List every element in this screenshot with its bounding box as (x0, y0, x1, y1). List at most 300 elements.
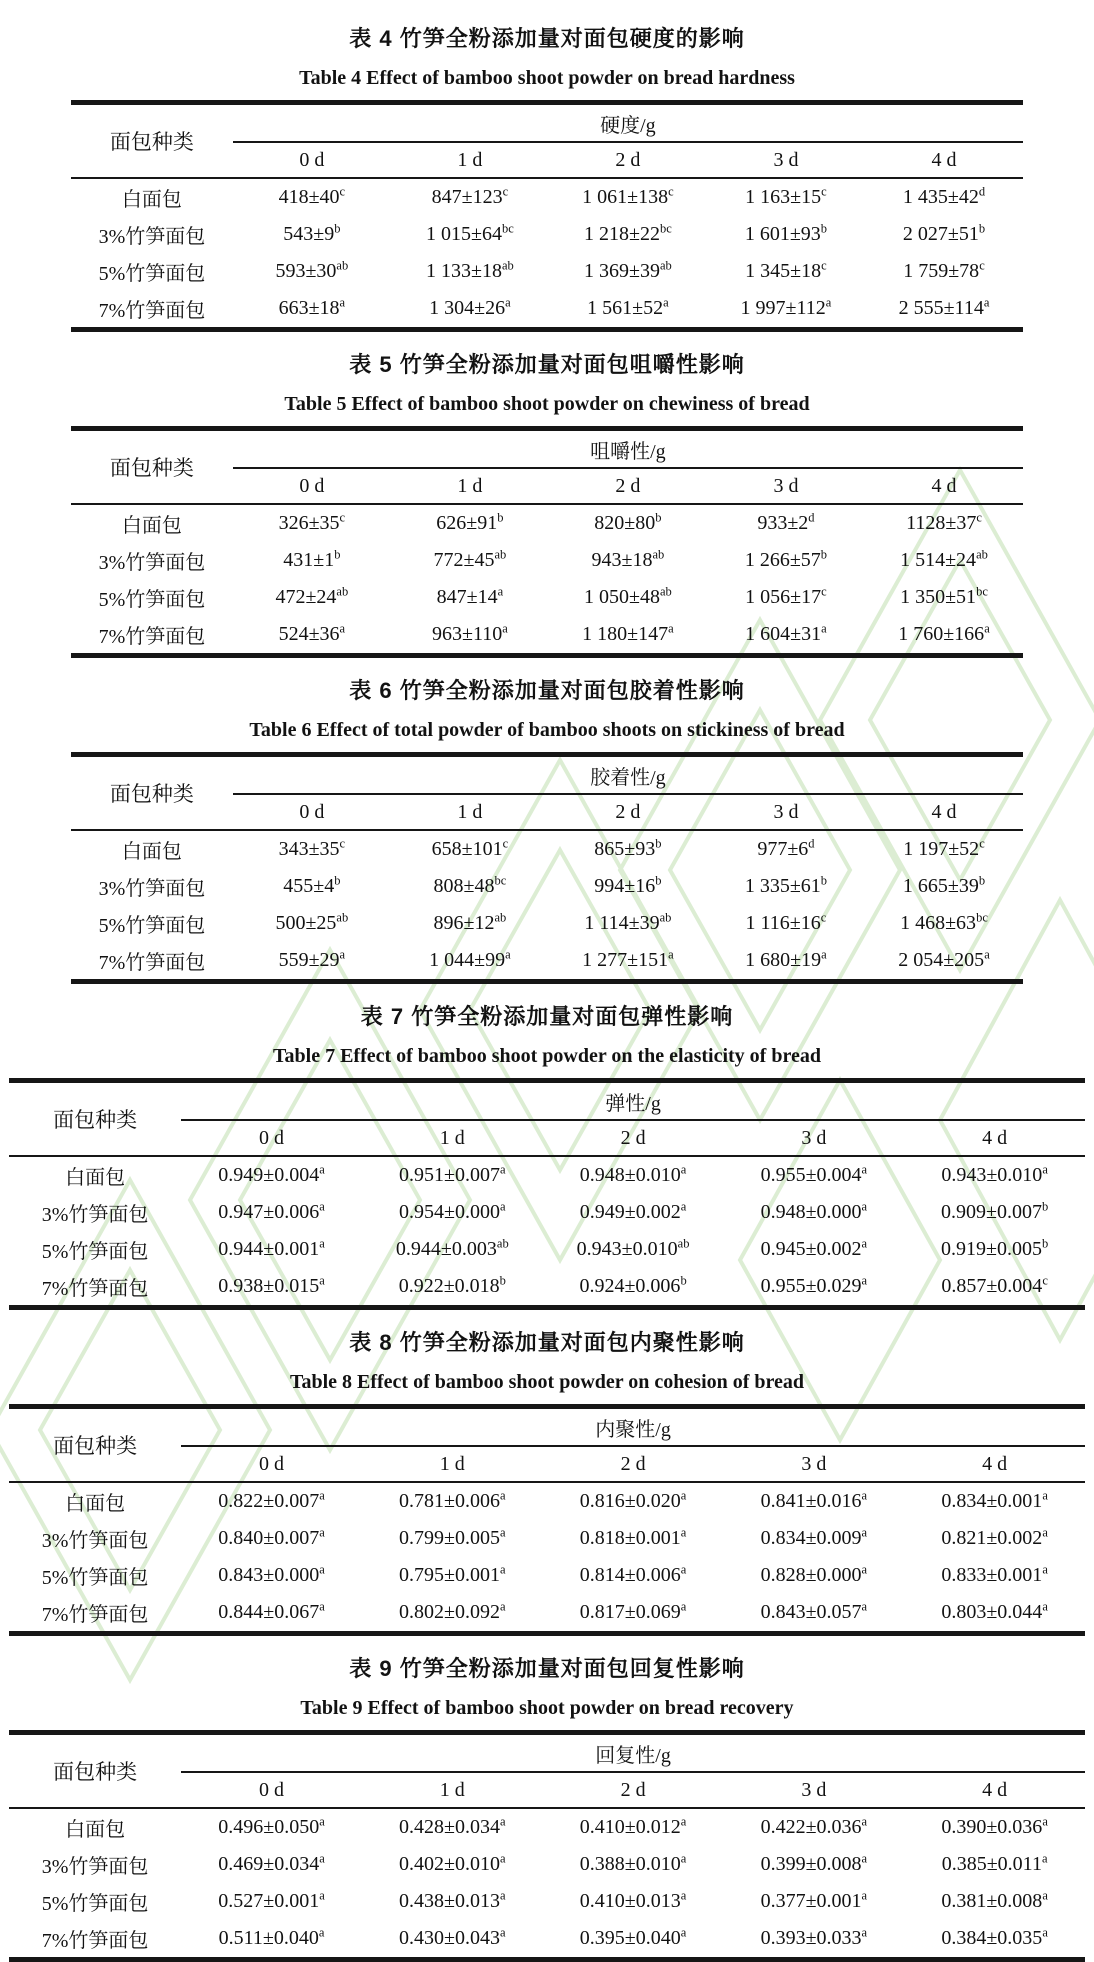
data-cell: 0.844±0.067$^a$ (218, 1599, 325, 1623)
row-label: 3%竹笋面包 (41, 1856, 149, 1878)
data-cell: 2 $555\pm 114^a$ (898, 295, 990, 319)
significance-superscript: a (500, 1814, 506, 1829)
significance-superscript: a (663, 295, 669, 310)
data-cell: 1 $604\pm 31^a$ (745, 621, 827, 645)
significance-superscript: a (680, 1599, 687, 1614)
significance-superscript: b (820, 547, 828, 562)
data-cell: 0.795±0.001$^a$ (399, 1562, 506, 1586)
data-cell: 0.949±0.004$^a$ (218, 1162, 325, 1186)
data-cell: $626\pm 91^b$ (436, 510, 504, 534)
table7-col-3d: 3 d (723, 1120, 904, 1156)
significance-superscript: a (319, 1273, 325, 1288)
table4-col-1d: 1 d (391, 142, 549, 178)
data-cell: 0.954±0.000$^a$ (399, 1199, 506, 1223)
significance-superscript: a (319, 1525, 325, 1540)
significance-superscript: a (680, 1888, 687, 1903)
significance-superscript: b (334, 221, 341, 236)
row-label: 白面包 (121, 189, 182, 211)
data-cell: 1 $561\pm 52^a$ (587, 295, 669, 319)
significance-superscript: d (808, 510, 815, 525)
data-cell: 0.834±0.009$^a$ (760, 1525, 868, 1549)
row-label: 5%竹笋面包 (98, 915, 206, 937)
significance-superscript: a (1042, 1814, 1048, 1829)
data-cell: 0.438±0.013$^a$ (399, 1888, 506, 1912)
significance-superscript: b (680, 1273, 687, 1288)
significance-superscript: bc (976, 584, 988, 599)
table6-row-header: 面包种类 (71, 755, 233, 831)
data-cell: 0.377±0.001$^a$ (760, 1888, 868, 1912)
significance-superscript: a (680, 1488, 687, 1503)
data-cell: $455\pm 4^b$ (283, 873, 341, 897)
row-label: 7%竹笋面包 (98, 952, 206, 974)
data-cell: 2 $054\pm 205^a$ (898, 947, 990, 971)
table6 (71, 752, 1023, 984)
data-cell: 1 $061\pm 138^c$ (582, 184, 674, 208)
significance-superscript: ab (336, 584, 349, 599)
significance-superscript: ab (659, 910, 672, 925)
significance-superscript: a (1042, 1599, 1048, 1614)
table-row (71, 905, 1023, 942)
significance-superscript: b (978, 873, 986, 888)
significance-superscript: ab (336, 258, 349, 273)
table4-title-cn: 表 4 竹笋全粉添加量对面包硬度的影响 (349, 26, 745, 51)
data-cell: 0.949±0.002$^a$ (579, 1199, 687, 1223)
significance-superscript: bc (976, 910, 988, 925)
significance-superscript: a (861, 1562, 868, 1577)
significance-superscript: ab (501, 258, 514, 273)
table8 (9, 1404, 1085, 1636)
significance-superscript: c (979, 836, 985, 851)
row-label: 7%竹笋面包 (41, 1278, 149, 1300)
significance-superscript: a (319, 1162, 325, 1177)
data-cell: 1 $277\pm 151^a$ (582, 947, 674, 971)
table6-col-0d: 0 d (233, 794, 391, 830)
data-cell: 0.833±0.001$^a$ (941, 1562, 1048, 1586)
data-cell: 0.909±0.007$^b$ (940, 1199, 1049, 1223)
table7-title-en: Table 7 Effect of bamboo shoot powder on the elasticity of bread (273, 1045, 821, 1067)
significance-superscript: a (505, 295, 511, 310)
data-cell: 0.843±0.057$^a$ (760, 1599, 868, 1623)
data-cell: $1128\pm 37^c$ (906, 510, 982, 534)
table9-col-1d: 1 d (362, 1772, 543, 1808)
table-row (9, 1482, 1085, 1520)
significance-superscript: a (500, 1162, 506, 1177)
data-cell: 0.840±0.007$^a$ (218, 1525, 325, 1549)
data-cell: 0.945±0.002$^a$ (760, 1236, 868, 1260)
table7-measure-header: 弹性/g (181, 1081, 1085, 1121)
significance-superscript: a (983, 295, 990, 310)
table-row (9, 1156, 1085, 1194)
row-label: 7%竹笋面包 (41, 1604, 149, 1626)
table-row (71, 253, 1023, 290)
significance-superscript: a (680, 1925, 687, 1940)
significance-superscript: a (318, 1925, 325, 1940)
table7-col-0d: 0 d (181, 1120, 362, 1156)
significance-superscript: a (319, 1599, 325, 1614)
row-label: 7%竹笋面包 (98, 300, 206, 322)
significance-superscript: a (680, 1162, 687, 1177)
data-cell: 0.821±0.002$^a$ (941, 1525, 1048, 1549)
row-label: 3%竹笋面包 (98, 552, 206, 574)
significance-superscript: b (820, 873, 828, 888)
significance-superscript: a (319, 1236, 325, 1251)
data-cell: 0.430±0.043$^a$ (399, 1925, 506, 1949)
data-cell: 1 $665\pm 39^b$ (902, 873, 986, 897)
significance-superscript: bc (494, 873, 507, 888)
table-row (71, 830, 1023, 868)
data-cell: 0.496±0.050$^a$ (218, 1814, 325, 1838)
significance-superscript: a (1042, 1525, 1048, 1540)
table7-section (0, 1000, 1094, 1310)
data-cell: 1 $345\pm 18^c$ (745, 258, 827, 282)
table-row (71, 616, 1023, 656)
table9 (9, 1730, 1085, 1962)
significance-superscript: c (821, 184, 827, 199)
significance-superscript: b (499, 1273, 506, 1288)
table4-col-2d: 2 d (549, 142, 707, 178)
data-cell: 1 $180\pm 147^a$ (582, 621, 674, 645)
significance-superscript: a (861, 1599, 868, 1614)
row-label: 5%竹笋面包 (41, 1567, 149, 1589)
data-cell: 1 $760\pm 166^a$ (898, 621, 990, 645)
table7-col-1d: 1 d (362, 1120, 543, 1156)
data-cell: 0.857±0.004$^c$ (941, 1273, 1048, 1297)
data-cell: $658\pm 101^c$ (431, 836, 509, 860)
data-cell: 0.841±0.016$^a$ (760, 1488, 868, 1512)
table-row (9, 1194, 1085, 1231)
row-label: 3%竹笋面包 (98, 226, 206, 248)
table7-col-2d: 2 d (543, 1120, 724, 1156)
data-cell: 0.385±0.011$^a$ (941, 1851, 1048, 1875)
significance-superscript: ab (494, 547, 507, 562)
data-cell: $865\pm 93^b$ (594, 836, 662, 860)
data-cell: 1 $133\pm 18^{ab}$ (425, 258, 514, 282)
significance-superscript: b (334, 547, 341, 562)
significance-superscript: a (668, 947, 674, 962)
table-row (71, 504, 1023, 542)
significance-superscript: a (984, 621, 990, 636)
data-cell: 0.938±0.015$^a$ (218, 1273, 325, 1297)
significance-superscript: a (319, 1851, 325, 1866)
data-cell: 0.410±0.012$^a$ (579, 1814, 687, 1838)
table5-col-1d: 1 d (391, 468, 549, 504)
significance-superscript: b (1041, 1199, 1049, 1214)
data-cell: 1 $350\pm 51^{bc}$ (900, 584, 988, 608)
significance-superscript: a (861, 1888, 868, 1903)
table-row (9, 1231, 1085, 1268)
data-cell: 1 $044\pm 99^a$ (429, 947, 511, 971)
data-cell: 0.955±0.004$^a$ (760, 1162, 868, 1186)
table8-col-1d: 1 d (362, 1446, 543, 1482)
table8-row-header: 面包种类 (9, 1407, 181, 1483)
data-cell: 0.919±0.005$^b$ (940, 1236, 1049, 1260)
significance-superscript: a (319, 1888, 325, 1903)
significance-superscript: a (1042, 1562, 1048, 1577)
data-cell: 1 $304\pm 26^a$ (429, 295, 511, 319)
significance-superscript: c (339, 184, 346, 199)
table6-title-en: Table 6 Effect of total powder of bamboo shoots on stickiness of bread (249, 719, 845, 741)
data-cell: $326\pm 35^c$ (278, 510, 346, 534)
significance-superscript: a (1042, 1488, 1048, 1503)
significance-superscript: a (500, 1925, 506, 1940)
table6-title-cn: 表 6 竹笋全粉添加量对面包胶着性影响 (349, 678, 745, 703)
significance-superscript: b (655, 873, 662, 888)
significance-superscript: a (861, 1525, 868, 1540)
significance-superscript: a (680, 1814, 687, 1829)
data-cell: 0.948±0.000$^a$ (760, 1199, 868, 1223)
data-cell: 1 $015\pm 64^{bc}$ (425, 221, 514, 245)
table4-col-0d: 0 d (233, 142, 391, 178)
significance-superscript: c (339, 510, 346, 525)
data-cell: 0.395±0.040$^a$ (579, 1925, 687, 1949)
significance-superscript: a (319, 1814, 325, 1829)
data-cell: $847\pm 14^a$ (436, 584, 504, 608)
table6-col-3d: 3 d (707, 794, 865, 830)
significance-superscript: ab (494, 910, 507, 925)
significance-superscript: a (319, 1488, 325, 1503)
table9-row-header: 面包种类 (9, 1733, 181, 1809)
significance-superscript: a (339, 621, 346, 636)
data-cell: 1 $114\pm 39^{ab}$ (584, 910, 672, 934)
table5-col-4d: 4 d (865, 468, 1023, 504)
data-cell: 0.527±0.001$^a$ (218, 1888, 325, 1912)
table7 (9, 1078, 1085, 1310)
data-cell: 0.828±0.000$^a$ (760, 1562, 868, 1586)
data-cell: 0.388±0.010$^a$ (579, 1851, 687, 1875)
row-label: 3%竹笋面包 (41, 1204, 149, 1226)
significance-superscript: a (680, 1199, 687, 1214)
data-cell: 0.381±0.008$^a$ (941, 1888, 1048, 1912)
significance-superscript: ab (496, 1236, 509, 1251)
significance-superscript: a (505, 947, 511, 962)
row-label: 5%竹笋面包 (41, 1893, 149, 1915)
significance-superscript: a (1042, 1925, 1048, 1940)
data-cell: 0.393±0.033$^a$ (760, 1925, 868, 1949)
data-cell: 0.944±0.001$^a$ (218, 1236, 325, 1260)
significance-superscript: ab (976, 547, 988, 562)
significance-superscript: c (502, 184, 509, 199)
data-cell: 1 $266\pm 57^b$ (744, 547, 828, 571)
significance-superscript: ab (659, 584, 672, 599)
table-row (71, 868, 1023, 905)
table5-measure-header: 咀嚼性/g (233, 429, 1023, 469)
table7-title-cn: 表 7 竹笋全粉添加量对面包弹性影响 (360, 1004, 734, 1029)
table8-col-4d: 4 d (904, 1446, 1085, 1482)
data-cell: 1 $197\pm 52^c$ (903, 836, 985, 860)
table7-col-4d: 4 d (904, 1120, 1085, 1156)
table-row (9, 1920, 1085, 1960)
significance-superscript: a (825, 295, 832, 310)
data-cell: $500\pm 25^{ab}$ (275, 910, 349, 934)
data-cell: 1 $435\pm 42^d$ (902, 184, 986, 208)
significance-superscript: a (502, 621, 508, 636)
data-cell: $543\pm 9^b$ (283, 221, 341, 245)
significance-superscript: a (861, 1236, 868, 1251)
significance-superscript: a (339, 295, 346, 310)
data-cell: 1 $468\pm 63^{bc}$ (900, 910, 988, 934)
data-cell: 1 $050\pm 48^{ab}$ (584, 584, 672, 608)
significance-superscript: a (821, 621, 827, 636)
data-cell: 0.955±0.029$^a$ (760, 1273, 868, 1297)
data-cell: 0.410±0.013$^a$ (579, 1888, 687, 1912)
data-cell: 1 $601\pm 93^b$ (744, 221, 828, 245)
data-cell: 0.843±0.000$^a$ (218, 1562, 325, 1586)
data-cell: $772\pm 45^{ab}$ (433, 547, 507, 571)
table4-row-header: 面包种类 (71, 103, 233, 179)
row-label: 7%竹笋面包 (41, 1930, 149, 1952)
data-cell: $994\pm 16^b$ (594, 873, 662, 897)
significance-superscript: c (976, 510, 982, 525)
table7-row-header: 面包种类 (9, 1081, 181, 1157)
data-cell: 0.803±0.044$^a$ (941, 1599, 1048, 1623)
table-row (71, 216, 1023, 253)
table5-title-cn: 表 5 竹笋全粉添加量对面包咀嚼性影响 (349, 352, 745, 377)
table-row (9, 1520, 1085, 1557)
data-cell: 0.924±0.006$^b$ (579, 1273, 687, 1297)
significance-superscript: d (978, 184, 986, 199)
table9-col-4d: 4 d (904, 1772, 1085, 1808)
significance-superscript: a (319, 1199, 325, 1214)
table8-col-0d: 0 d (181, 1446, 362, 1482)
data-cell: $593\pm 30^{ab}$ (275, 258, 349, 282)
data-cell: 0.944±0.003$^{ab}$ (395, 1236, 509, 1260)
significance-superscript: ab (659, 258, 672, 273)
data-cell: 0.818±0.001$^a$ (579, 1525, 687, 1549)
data-cell: 1 $759\pm 78^c$ (903, 258, 985, 282)
significance-superscript: b (334, 873, 341, 888)
data-cell: $977\pm 6^d$ (757, 836, 815, 860)
data-cell: 1 $056\pm 17^c$ (745, 584, 827, 608)
table-row (9, 1268, 1085, 1308)
table-row (71, 542, 1023, 579)
table4-col-4d: 4 d (865, 142, 1023, 178)
data-cell: 0.947±0.006$^a$ (218, 1199, 325, 1223)
table4 (71, 100, 1023, 332)
row-label: 5%竹笋面包 (98, 589, 206, 611)
table4-measure-header: 硬度/g (233, 103, 1023, 143)
data-cell: 0.384±0.035$^a$ (941, 1925, 1048, 1949)
table8-section (0, 1326, 1094, 1636)
table8-col-2d: 2 d (543, 1446, 724, 1482)
significance-superscript: a (497, 584, 504, 599)
significance-superscript: a (339, 947, 346, 962)
data-cell: $431\pm 1^b$ (283, 547, 341, 571)
data-cell: $943\pm 18^{ab}$ (591, 547, 665, 571)
data-cell: 0.814±0.006$^a$ (579, 1562, 687, 1586)
table5-col-3d: 3 d (707, 468, 865, 504)
table5-col-2d: 2 d (549, 468, 707, 504)
significance-superscript: a (861, 1814, 868, 1829)
data-cell: 1 $116\pm 16^c$ (745, 910, 827, 934)
data-cell: 0.799±0.005$^a$ (399, 1525, 506, 1549)
significance-superscript: ab (652, 547, 665, 562)
significance-superscript: a (861, 1851, 868, 1866)
row-label: 3%竹笋面包 (41, 1530, 149, 1552)
significance-superscript: ab (336, 910, 349, 925)
table-row (9, 1846, 1085, 1883)
table-row (9, 1883, 1085, 1920)
significance-superscript: b (820, 221, 828, 236)
significance-superscript: a (861, 1488, 868, 1503)
table-row (9, 1557, 1085, 1594)
table9-title-cn: 表 9 竹笋全粉添加量对面包回复性影响 (349, 1656, 745, 1681)
data-cell: 1 $335\pm 61^b$ (744, 873, 828, 897)
data-cell: 0.402±0.010$^a$ (399, 1851, 506, 1875)
row-label: 5%竹笋面包 (98, 263, 206, 285)
data-cell: $820\pm 80^b$ (594, 510, 662, 534)
data-cell: 0.816±0.020$^a$ (579, 1488, 687, 1512)
significance-superscript: a (861, 1199, 868, 1214)
data-cell: 0.943±0.010$^{ab}$ (576, 1236, 690, 1260)
data-cell: 0.834±0.001$^a$ (941, 1488, 1048, 1512)
significance-superscript: b (655, 836, 662, 851)
data-cell: 0.948±0.010$^a$ (579, 1162, 687, 1186)
table8-title-en: Table 8 Effect of bamboo shoot powder on cohesion of bread (289, 1371, 805, 1393)
significance-superscript: a (500, 1599, 506, 1614)
significance-superscript: b (1041, 1236, 1049, 1251)
significance-superscript: b (497, 510, 504, 525)
data-cell: 0.469±0.034$^a$ (218, 1851, 325, 1875)
data-cell: $896\pm 12^{ab}$ (433, 910, 507, 934)
table4-section (0, 22, 1094, 332)
data-cell: $933\pm 2^d$ (757, 510, 815, 534)
significance-superscript: c (502, 836, 509, 851)
row-label: 白面包 (121, 841, 182, 863)
data-cell: 1 $369\pm 39^{ab}$ (584, 258, 672, 282)
data-cell: 0.943±0.010$^a$ (941, 1162, 1048, 1186)
table-row (71, 579, 1023, 616)
data-cell: 0.390±0.036$^a$ (941, 1814, 1048, 1838)
data-cell: $559\pm 29^a$ (278, 947, 346, 971)
significance-superscript: a (319, 1562, 325, 1577)
data-cell: 2 $027\pm 51^b$ (902, 221, 986, 245)
table9-col-0d: 0 d (181, 1772, 362, 1808)
row-label: 5%竹笋面包 (41, 1241, 149, 1263)
significance-superscript: b (655, 510, 662, 525)
significance-superscript: a (500, 1488, 506, 1503)
table-row (9, 1808, 1085, 1846)
significance-superscript: c (821, 258, 827, 273)
data-cell: $663\pm 18^a$ (278, 295, 346, 319)
data-cell: 0.399±0.008$^a$ (760, 1851, 868, 1875)
table6-col-4d: 4 d (865, 794, 1023, 830)
significance-superscript: bc (659, 221, 672, 236)
table6-col-1d: 1 d (391, 794, 549, 830)
significance-superscript: c (339, 836, 346, 851)
significance-superscript: a (500, 1851, 506, 1866)
data-cell: $524\pm 36^a$ (278, 621, 346, 645)
table8-title-cn: 表 8 竹笋全粉添加量对面包内聚性影响 (349, 1330, 745, 1355)
table8-measure-header: 内聚性/g (181, 1407, 1085, 1447)
data-cell: 0.922±0.018$^b$ (398, 1273, 506, 1297)
significance-superscript: a (500, 1199, 506, 1214)
significance-superscript: c (668, 184, 674, 199)
table5-col-0d: 0 d (233, 468, 391, 504)
table6-col-2d: 2 d (549, 794, 707, 830)
significance-superscript: c (820, 910, 827, 925)
table-row (71, 178, 1023, 216)
significance-superscript: a (861, 1162, 868, 1177)
significance-superscript: a (821, 947, 827, 962)
significance-superscript: c (1042, 1273, 1048, 1288)
significance-superscript: a (1042, 1162, 1048, 1177)
data-cell: $963\pm 110^a$ (431, 621, 508, 645)
significance-superscript: a (680, 1562, 687, 1577)
data-cell: 0.802±0.092$^a$ (399, 1599, 506, 1623)
data-cell: 1 $163\pm 15^c$ (745, 184, 827, 208)
data-cell: 0.781±0.006$^a$ (399, 1488, 506, 1512)
table6-section (0, 674, 1094, 984)
